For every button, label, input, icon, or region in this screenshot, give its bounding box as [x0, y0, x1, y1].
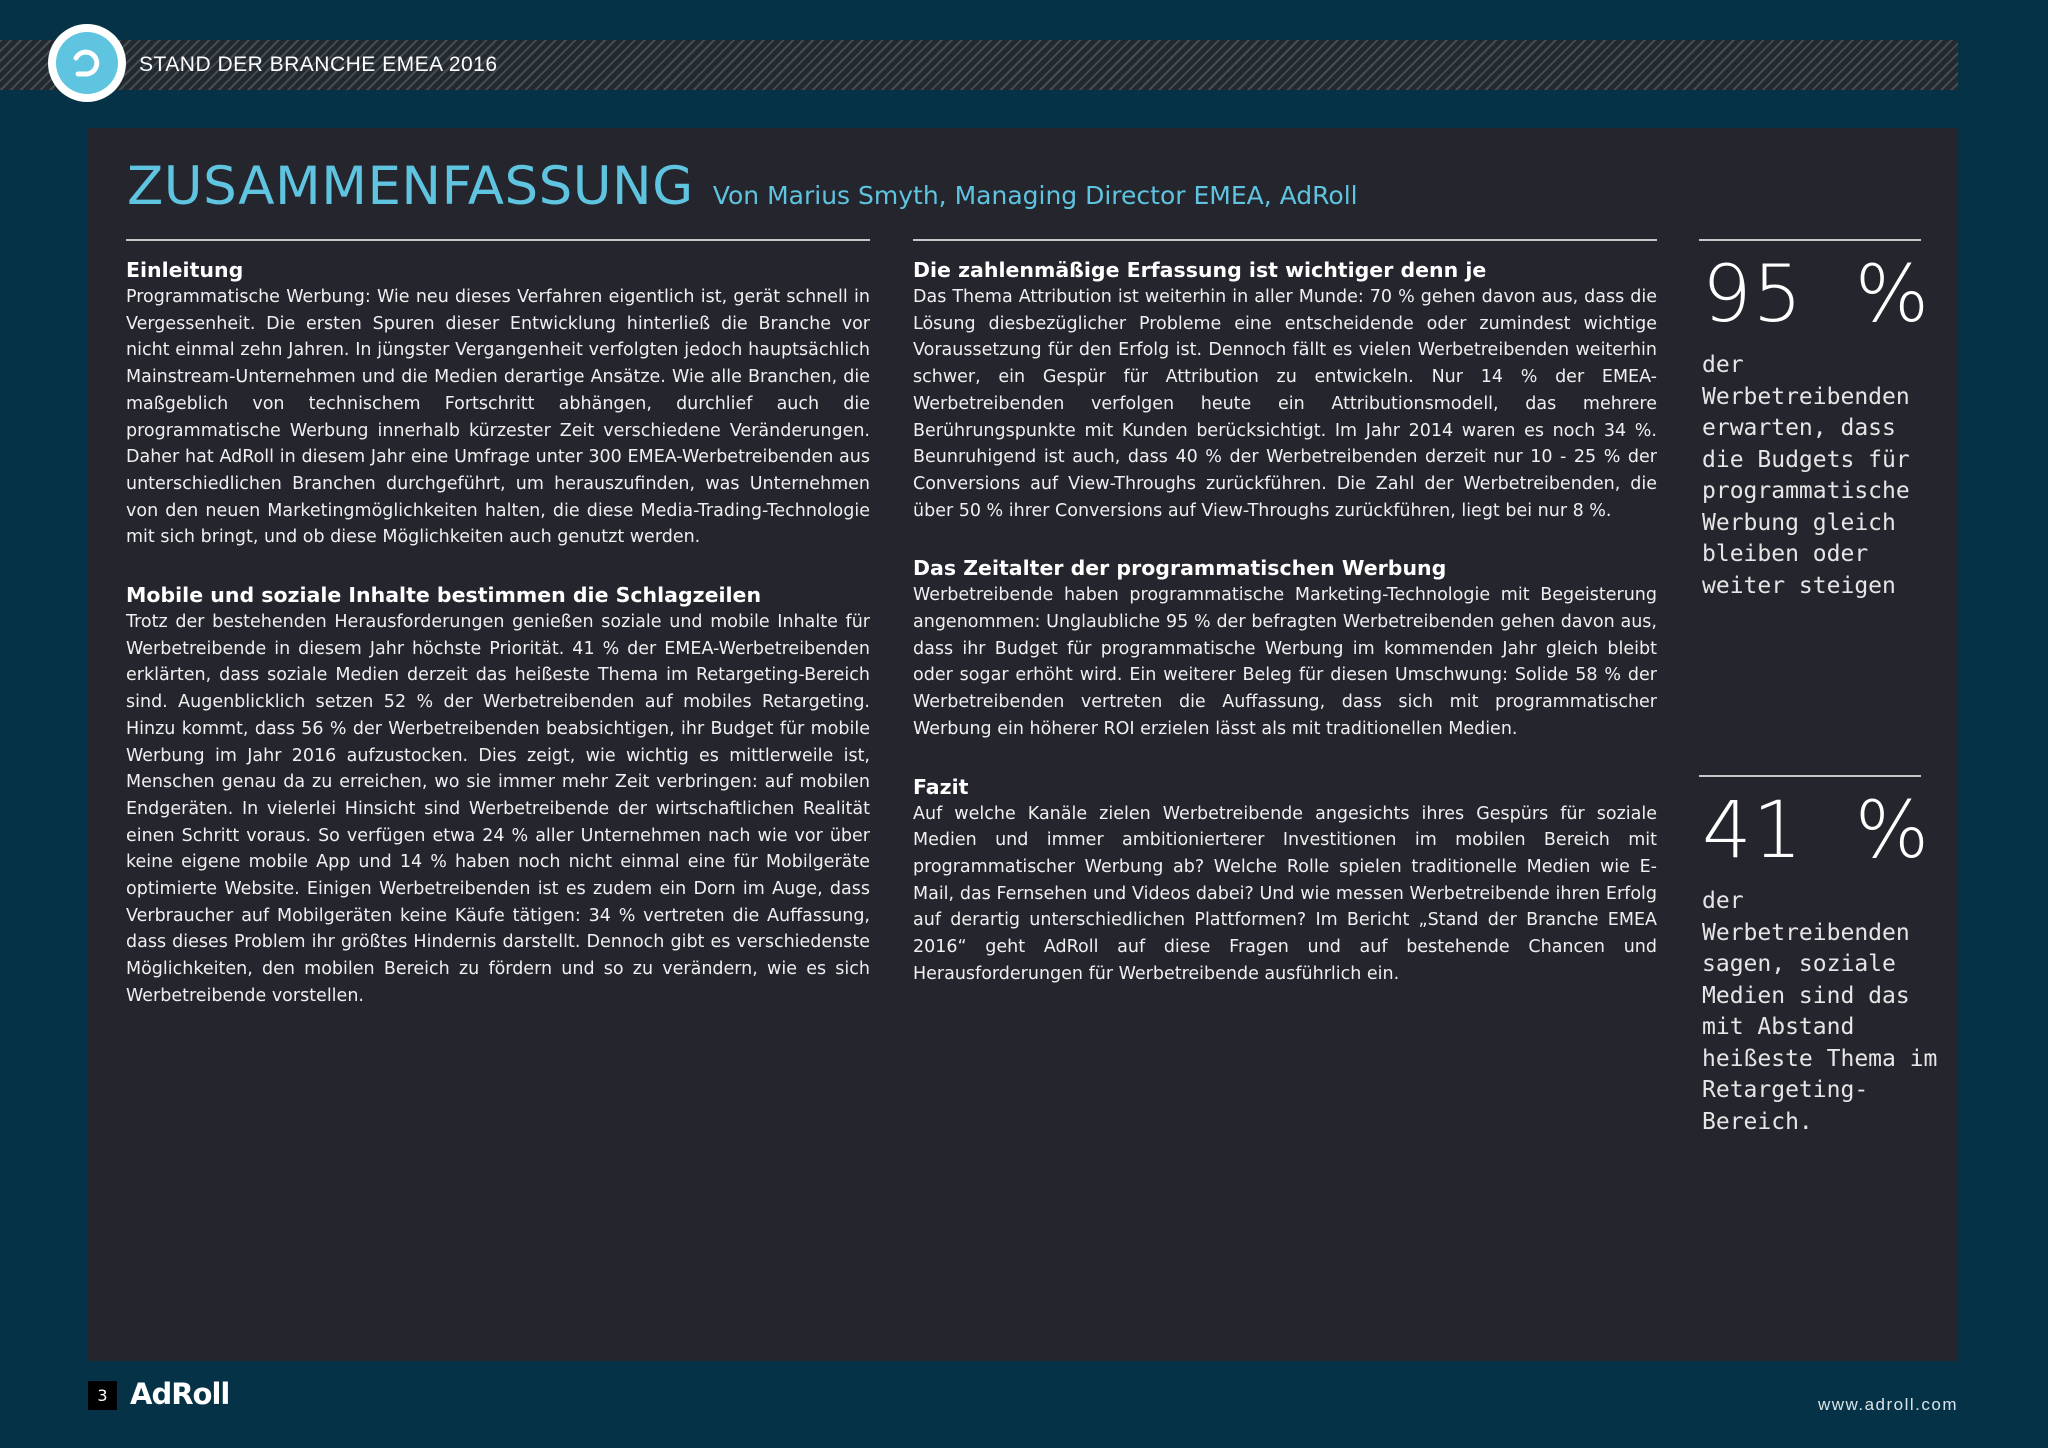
section-body: Trotz der bestehenden Herausforderungen genießen soziale und mobile Inhalte für Werbetreibende in diesem Jahr höchste Priorität. 41 % der EMEA-Werbetreibenden erklärten, dass soziale Medien derzeit das heißeste Thema im Retargeting-Bereich sind. Augenblicklich setzen 52 % der Werbetreibenden auf mobiles Retargeting. Hinzu kommt, dass 56 % der Werbetreibenden beabsichtigen, ihr Budget für mobile Werbung im Jahr 2016 aufzustocken. Dies zeigt, wie wichtig es mittlerweile ist, Menschen genau da zu erreichen, wo sie immer mehr Zeit verbringen: auf mobilen Endgeräten. In vielerlei Hinsicht sind Werbetreibende der wirtschaftlichen Realität einen Schritt voraus. So verfügen etwa 24 % aller Unternehmen nach wie vor über keine eigene mobile App und 14 % haben noch nicht einmal eine für Mobilgeräte optimierte Website. Einigen Werbetreibenden ist es zudem ein Dorn im Auge, dass Verbraucher auf Mobilgeräten keine Käufe tätigen: 34 % vertreten die Auffassung, dass dieses Problem ihr größtes Hindernis darstellt. Dennoch gibt es verschiedenste Möglichkeiten, den mobilen Bereich zu fördern und so zu verändern, wie es sich Werbetreibende vorstellen.: [126, 612, 870, 1006]
footer-url: www.adroll.com: [1817, 1395, 1958, 1414]
page-subtitle: Von Marius Smyth, Managing Director EMEA, AdRoll: [712, 181, 1358, 210]
section-heading: Die zahlenmäßige Erfassung ist wichtiger denn je: [913, 258, 1487, 282]
stat-card-1: [1702, 252, 1942, 602]
divider-stat-1: [1699, 239, 1921, 241]
section-mobile-social: [126, 581, 870, 1010]
section-heading: Das Zeitalter der programmatischen Werbung: [913, 556, 1447, 581]
section-body: Werbetreibende haben programmatische Marketing-Technologie mit Begeisterung angenommen: Unglaubliche 95 % der befragten Werbetreibenden gehen davon aus, dass ihr Budget für programmatische Werbung im kommenden Jahr gleich bleibt oder sogar erhöht wird. Ein weiterer Beleg für diesen Umschwung: Solide 58 % der Werbetreibenden vertreten die Auffassung, dass sich mit programmatischer Werbung ein höherer ROI erzielen lässt als mit traditionellen Medien.: [913, 585, 1657, 739]
stat-description: der Werbetreibenden sagen, soziale Medien sind das mit Abstand heißeste Thema im Retargeting-Bereich.: [1702, 888, 1938, 1135]
page-title: ZUSAMMENFASSUNG: [127, 156, 694, 217]
section-einleitung: [126, 256, 870, 551]
section-heading: Einleitung: [126, 258, 244, 282]
stat-value: 95 %: [1702, 250, 1930, 340]
adroll-logo-icon: [48, 24, 126, 102]
section-body: Auf welche Kanäle zielen Werbetreibende angesichts ihres Gespürs für soziale Medien und immer ambitionierterer Investitionen im mobilen Bereich mit programmatischer Werbung ab? Welche Rolle spielen traditionelle Medien wie E-Mail, das Fernsehen und Videos dabei? Und wie messen Werbetreibende ihren Erfolg auf derartig unterschiedlichen Plattformen? Im Bericht „Stand der Branche EMEA 2016“ geht AdRoll auf diese Fragen und auf bestehende Chancen und Herausforderungen für Werbetreibende ausführlich ein.: [913, 803, 1657, 984]
divider-stat-2: [1699, 775, 1921, 777]
page-number: 3: [88, 1381, 117, 1410]
section-attribution: [913, 256, 1657, 524]
column-left: [126, 256, 870, 1040]
section-programmatic: [913, 554, 1657, 742]
header-title: STAND DER BRANCHE EMEA 2016: [139, 53, 498, 76]
stat-value: 41 %: [1702, 786, 1930, 876]
section-body: Programmatische Werbung: Wie neu dieses Verfahren eigentlich ist, gerät schnell in Vergessenheit. Die ersten Spuren dieser Entwicklung hinterließ die Branche vor nicht einmal zehn Jahren. In jüngster Vergangenheit verfolgten jedoch hauptsächlich Mainstream-Unternehmen und die Medien derartige Ansätze. Wie alle Branchen, die maßgeblich von technischem Fortschritt abhängen, durchlief auch die programmatische Werbung innerhalb kürzester Zeit verschiedene Veränderungen. Daher hat AdRoll in diesem Jahr eine Umfrage unter 300 EMEA-Werbetreibenden aus unterschiedlichen Branchen durchgeführt, um herauszufinden, was Unternehmen von den neuen Marketingmöglichkeiten halten, die diese Media-Trading-Technologie mit sich bringt, und ob diese Möglichkeiten auch genutzt werden.: [126, 287, 870, 548]
section-heading: Fazit: [913, 774, 969, 799]
section-body: Das Thema Attribution ist weiterhin in aller Munde: 70 % gehen davon aus, dass die Lösung diesbezüglicher Probleme eine entscheidende oder zumindest wichtige Voraussetzung für den Erfolg ist. Dennoch fällt es vielen Werbetreibenden weiterhin schwer, ein Gespür für Attribution zu entwickeln. Nur 14 % der EMEA-Werbetreibenden verfolgen heute ein Attributionsmodell, das mehrere Berührungspunkte mit Kunden berücksichtigt. Im Jahr 2014 waren es noch 34 %. Beunruhigend ist auch, dass 40 % der Werbetreibenden derzeit nur 10 - 25 % der Conversions auf View-Throughs zurückführen. Die Zahl der Werbetreibenden, die über 50 % ihrer Conversions auf View-Throughs zurückführen, liegt bei nur 8 %.: [913, 287, 1657, 521]
divider-left: [126, 239, 870, 241]
divider-middle: [913, 239, 1657, 241]
section-fazit: [913, 773, 1657, 988]
title-row: [127, 156, 1358, 217]
stat-description: der Werbetreibenden erwarten, dass die Budgets für programmatische Werbung gleich bleiben oder weiter steigen: [1702, 352, 1910, 599]
stat-card-2: [1702, 788, 1942, 1138]
footer-brand-logo: AdRoll: [130, 1377, 230, 1411]
column-middle: [913, 256, 1657, 1017]
section-heading: Mobile und soziale Inhalte bestimmen die Schlagzeilen: [126, 583, 762, 608]
